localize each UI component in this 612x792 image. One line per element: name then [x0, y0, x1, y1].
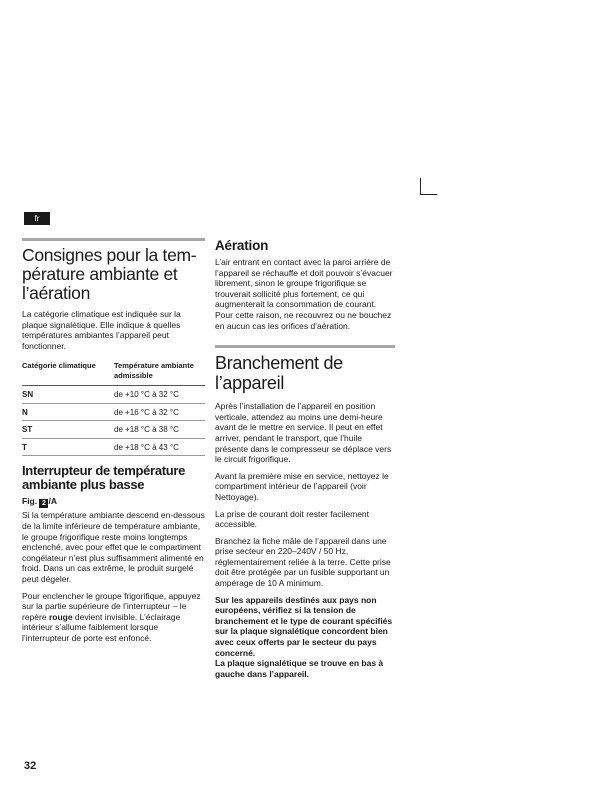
connection-paragraph-3: La prise de courant doit rester facilement accessible.	[215, 508, 370, 530]
temperature-range-cell: de +10 °C à 32 °C	[114, 386, 205, 404]
table-row	[22, 403, 205, 421]
language-badge: fr	[24, 212, 50, 225]
right-column	[215, 238, 395, 685]
temperature-range-cell: de +18 °C à 43 °C	[114, 438, 205, 456]
crop-corner-mark	[420, 178, 437, 195]
switch-paragraph-2-end: devient invisible. L’éclairage intérieur s’allume faiblement lorsque l’interrupteur de porte est enfoncé.	[22, 611, 181, 643]
climate-class-cell: ST	[22, 421, 114, 439]
connection-paragraph-2: Avant la première mise en service, nettoyez le compartiment intérieur de l’appareil (voir Nettoyage).	[215, 470, 389, 502]
climate-intro-text: La catégorie climatique est indiquée sur la plaque signalétique. Elle indique à quelles températures ambiantes l’appareil peut fonctionner.	[22, 309, 181, 351]
section-rule	[22, 238, 205, 241]
red-marker-word: rouge	[48, 611, 73, 622]
figure-prefix: Fig.	[22, 496, 38, 507]
aeration-paragraph-1: L’air entrant en contact avec la paroi arrière de l’appareil se réchauffe et doit pouvoir s’évacuer librement, sinon le groupe frigorifique se trouverait sollicité plus fortement, ce qui augmenterait la consommation de courant.	[215, 257, 393, 310]
table-row	[22, 386, 205, 404]
warning-paragraph-1: Sur les appareils destinés aux pays non européens, vérifiez si la tension de branchement et le type de courant spécifiés sur la plaque signalétique concordent bien avec ceux offerts par le secteur du pays concerné.	[215, 594, 393, 658]
table-header-row	[22, 357, 205, 386]
table-row	[22, 438, 205, 456]
table-row	[22, 421, 205, 439]
page-number: 32	[24, 760, 37, 772]
left-column	[22, 238, 205, 650]
climate-class-cell: SN	[22, 386, 114, 404]
aeration-paragraph-2: Pour cette raison, ne recouvrez ou ne bouchez en aucun cas les orifices d’aération.	[215, 309, 392, 331]
section-rule	[215, 345, 395, 348]
temperature-range-cell: de +18 °C à 38 °C	[114, 421, 205, 439]
climate-class-table	[22, 357, 205, 456]
climate-class-cell: N	[22, 403, 114, 421]
connection-paragraph-4: Branchez la fiche mâle de l’appareil dans une prise secteur en 220–240V / 50 Hz, réglementairement reliée à la terre. Cette prise doit être protégée par un fusible supportant un ampérage de 10 A minimum.	[215, 535, 391, 589]
warning-paragraph-2: La plaque signalétique se trouve en bas à gauche dans l’appareil.	[215, 658, 384, 679]
figure-reference	[22, 496, 205, 508]
aeration-heading: Aération	[215, 238, 269, 253]
switch-paragraph-2	[22, 591, 205, 644]
connection-heading: Branchement de l’appareil	[215, 353, 343, 394]
switch-paragraph-1: Si la température ambiante descend en-dessous de la limite inférieure de température ambiante, le groupe frigorifique reste moins longtemps enclenché, avec pour effet que le compartiment congélateur n’est plus suffisamment alimenté en froid. Dans un cas extrême, le produit surgelé peut dégeler.	[22, 510, 205, 584]
figure-suffix: /A	[48, 496, 57, 507]
temperature-range-cell: de +16 °C à 32 °C	[114, 403, 205, 421]
climate-class-cell: T	[22, 438, 114, 456]
figure-number-box: 2	[39, 499, 48, 508]
column-header-category: Catégorie climatique	[22, 357, 114, 386]
ambient-temperature-heading: Consignes pour la tem- pérature ambiante et l’aération	[22, 245, 197, 303]
switch-paragraph-2-start: Pour enclencher le groupe frigorifique, appuyez sur la partie supérieure de l’interrupteur – le repère	[22, 590, 201, 622]
column-header-temperature: Température ambiante admissible	[114, 357, 205, 386]
switch-heading: Interrupteur de température ambiante plus basse	[22, 463, 186, 493]
connection-paragraph-1: Après l’installation de l’appareil en position verticale, attendez au moins une demi-heure avant de le mettre en service. Il peut en effet arriver, pendant le transport, que l’huile présente dans le compresseur se déplace vers le circuit frigorifique.	[215, 401, 392, 465]
